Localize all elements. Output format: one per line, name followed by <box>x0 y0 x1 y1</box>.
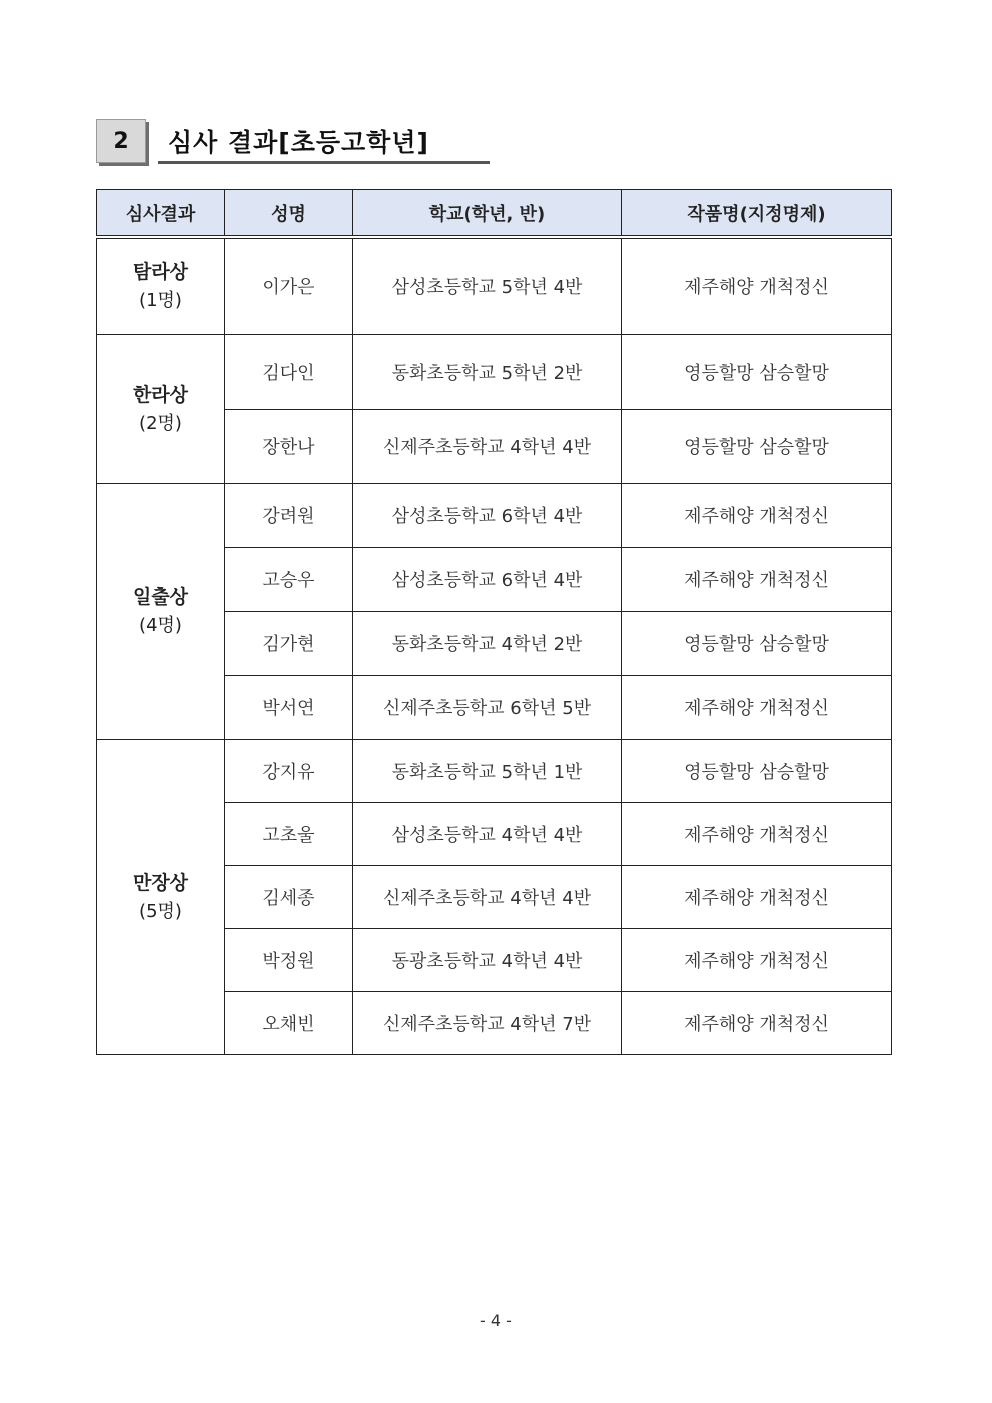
school-info: 신제주초등학교 6학년 5반 <box>353 675 622 739</box>
work-title: 제주해양 개척정신 <box>622 237 892 334</box>
section-underline <box>158 161 490 164</box>
school-info: 삼성초등학교 5학년 4반 <box>353 237 622 334</box>
table-header-row <box>97 190 892 238</box>
page-number: - 4 - <box>480 1311 512 1330</box>
table-row <box>97 483 892 547</box>
student-name: 이가은 <box>225 237 353 334</box>
table-row <box>97 334 892 409</box>
award-count: (2명) <box>139 412 182 434</box>
award-cell <box>97 237 225 334</box>
award-name: 만장상 <box>132 871 189 894</box>
student-name: 강지유 <box>225 739 353 802</box>
award-count: (1명) <box>139 290 182 312</box>
school-info: 삼성초등학교 6학년 4반 <box>353 547 622 611</box>
award-name: 탐라상 <box>132 261 189 284</box>
results-table <box>96 189 892 1055</box>
award-name: 한라상 <box>132 383 189 406</box>
work-title: 제주해양 개척정신 <box>622 483 892 547</box>
student-name: 박정원 <box>225 928 353 991</box>
award-count: (5명) <box>139 900 182 922</box>
student-name: 김가현 <box>225 611 353 675</box>
work-title: 영등할망 삼승할망 <box>622 739 892 802</box>
award-count: (4명) <box>139 615 182 636</box>
student-name: 고초울 <box>225 802 353 865</box>
section-header <box>96 119 490 165</box>
header-name: 성명 <box>225 190 353 238</box>
school-info: 삼성초등학교 4학년 4반 <box>353 802 622 865</box>
school-info: 신제주초등학교 4학년 4반 <box>353 409 622 483</box>
school-info: 동화초등학교 4학년 2반 <box>353 611 622 675</box>
header-award: 심사결과 <box>97 190 225 238</box>
student-name: 고승우 <box>225 547 353 611</box>
work-title: 영등할망 삼승할망 <box>622 611 892 675</box>
school-info: 동화초등학교 5학년 1반 <box>353 739 622 802</box>
work-title: 제주해양 개척정신 <box>622 547 892 611</box>
school-info: 동화초등학교 5학년 2반 <box>353 334 622 409</box>
student-name: 오채빈 <box>225 991 353 1054</box>
student-name: 장한나 <box>225 409 353 483</box>
work-title: 제주해양 개척정신 <box>622 865 892 928</box>
student-name: 김다인 <box>225 334 353 409</box>
section-number-box: 2 <box>96 119 146 163</box>
table-row <box>97 739 892 802</box>
award-cell <box>97 739 225 1054</box>
section-title: 심사 결과[초등고학년] <box>168 128 429 157</box>
award-cell <box>97 483 225 739</box>
work-title: 제주해양 개척정신 <box>622 928 892 991</box>
table-row <box>97 237 892 334</box>
header-work: 작품명(지정명제) <box>622 190 892 238</box>
school-info: 신제주초등학교 4학년 4반 <box>353 865 622 928</box>
work-title: 제주해양 개척정신 <box>622 675 892 739</box>
work-title: 제주해양 개척정신 <box>622 991 892 1054</box>
work-title: 영등할망 삼승할망 <box>622 409 892 483</box>
school-info: 삼성초등학교 6학년 4반 <box>353 483 622 547</box>
student-name: 강려원 <box>225 483 353 547</box>
award-cell <box>97 334 225 483</box>
award-name: 일출상 <box>132 586 189 608</box>
work-title: 영등할망 삼승할망 <box>622 334 892 409</box>
school-info: 신제주초등학교 4학년 7반 <box>353 991 622 1054</box>
school-info: 동광초등학교 4학년 4반 <box>353 928 622 991</box>
header-school: 학교(학년, 반) <box>353 190 622 238</box>
student-name: 박서연 <box>225 675 353 739</box>
work-title: 제주해양 개척정신 <box>622 802 892 865</box>
student-name: 김세종 <box>225 865 353 928</box>
